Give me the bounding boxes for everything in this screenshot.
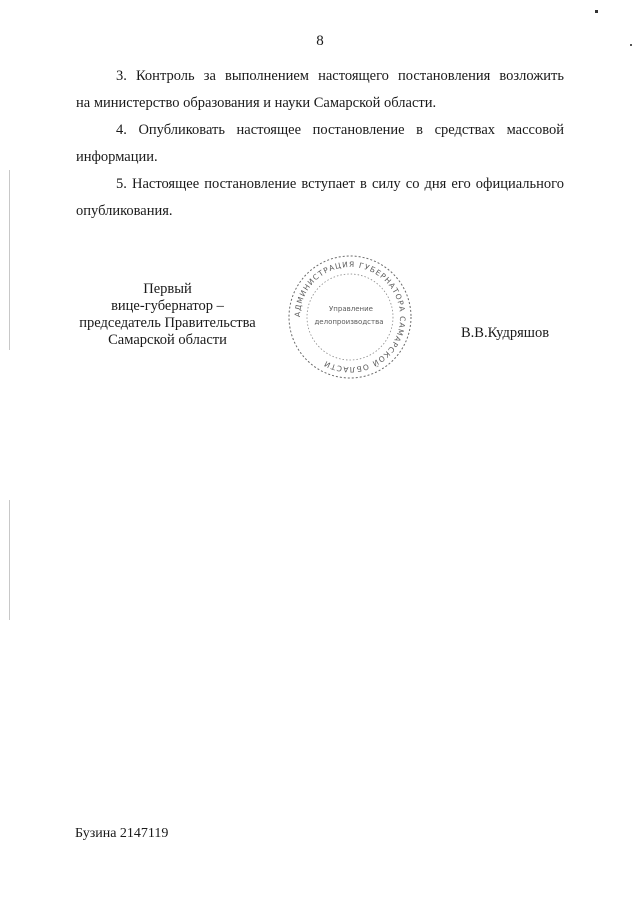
position-line: Самарской области <box>108 332 227 348</box>
paragraph-continuation: информации. <box>76 149 158 165</box>
paragraph-5 <box>76 171 564 225</box>
signatory-position <box>60 281 275 349</box>
position-line: председатель Правительства <box>79 315 256 331</box>
scan-edge-line <box>9 170 10 350</box>
paragraph-4 <box>76 117 564 171</box>
stamp-ring-text: АДМИНИСТРАЦИЯ ГУБЕРНАТОРА САМАРСКОЙ ОБЛАСТИ <box>292 259 408 375</box>
position-line: Первый <box>143 281 192 297</box>
page-number: 8 <box>316 33 324 49</box>
paragraph-first-line: 3. Контроль за выполнением настоящего постановления возложить <box>116 68 564 84</box>
paragraph-first-line: 5. Настоящее постановление вступает в силу со дня его официального <box>116 176 564 192</box>
paragraph-continuation: на министерство образования и науки Самарской области. <box>76 95 437 111</box>
official-stamp <box>285 252 415 382</box>
stamp-center-line: делопроизводства <box>314 318 384 326</box>
paragraph-first-line: 4. Опубликовать настоящее постановление в средствах массовой <box>116 122 564 138</box>
executor-note: Бузина 2147119 <box>75 826 169 841</box>
paragraph-3 <box>76 63 564 117</box>
position-line: вице-губернатор – <box>111 298 224 314</box>
signatory-name: В.В.Кудряшов <box>461 325 550 341</box>
scan-edge-line <box>9 500 10 620</box>
stamp-center-line: Управление <box>329 305 373 313</box>
stamp-inner-ring <box>307 274 393 360</box>
scan-speck <box>595 10 598 13</box>
paragraph-continuation: опубликования. <box>76 203 173 219</box>
